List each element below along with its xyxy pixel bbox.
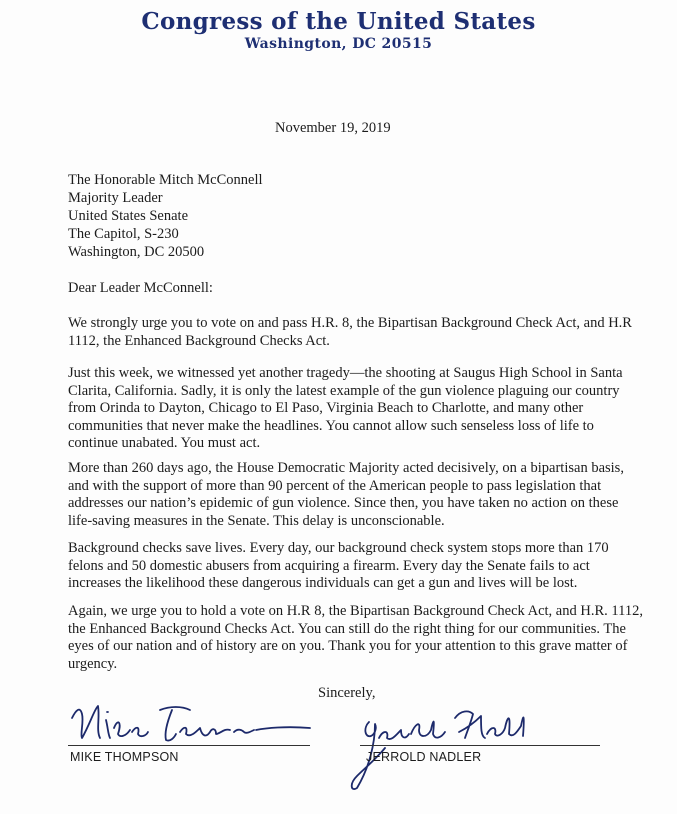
- signatory-name-nadler: JERROLD NADLER: [366, 750, 482, 764]
- salutation: Dear Leader McConnell:: [68, 280, 213, 296]
- recipient-line: Majority Leader: [68, 190, 163, 206]
- signature-line-right: [360, 745, 600, 746]
- recipient-line: The Honorable Mitch McConnell: [68, 172, 263, 188]
- letterhead-subtitle: Washington, DC 20515: [244, 36, 433, 52]
- body-paragraph: Background checks save lives. Every day, our background check system stops more than 170 felons and 50 domestic abusers from acquiring a firearm. Every day the Senate fails to act increases the likelihood these dangerous individuals can get a gun and lives will be lost.: [68, 540, 609, 592]
- signature-nadler: [335, 688, 555, 798]
- recipient-line: The Capitol, S-230: [68, 226, 179, 242]
- recipient-line: Washington, DC 20500: [68, 244, 205, 260]
- body-paragraph: Again, we urge you to hold a vote on H.R 8, the Bipartisan Background Check Act, and H.R. 1112, the Enhanced Background Checks Act. You can still do the right thing for our communities. The eyes of our nation and of history are on you. Thank you for your attention to this grave matter of urgency.: [68, 603, 643, 672]
- body-paragraph: We strongly urge you to vote on and pass H.R. 8, the Bipartisan Background Check Act, and H.R 1112, the Enhanced Background Checks Act.: [68, 315, 632, 349]
- signatory-name-thompson: MIKE THOMPSON: [70, 750, 179, 764]
- signature-thompson: [60, 688, 320, 748]
- signature-line-left: [68, 745, 310, 746]
- letterhead-title: Congress of the United States: [141, 8, 536, 35]
- closing: Sincerely,: [318, 685, 376, 701]
- recipient-address: [68, 171, 263, 261]
- recipient-line: United States Senate: [68, 208, 189, 224]
- body-paragraph: More than 260 days ago, the House Democratic Majority acted decisively, on a bipartisan basis, and with the support of more than 90 percent of the American people to pass legislation that addresses our nation’s epidemic of gun violence. Since then, you have taken no action on these life-saving measures in the Senate. This delay is unconscionable.: [68, 460, 624, 529]
- body-paragraph: Just this week, we witnessed yet another tragedy—the shooting at Saugus High School in Santa Clarita, California. Sadly, it is only the latest example of the gun violence plaguing our country from Orinda to Dayton, Chicago to El Paso, Virginia Beach to Charlotte, and many other communities that never make the headlines. You cannot allow such senseless loss of life to continue unabated. You must act.: [68, 365, 623, 452]
- letter-date: November 19, 2019: [275, 120, 391, 136]
